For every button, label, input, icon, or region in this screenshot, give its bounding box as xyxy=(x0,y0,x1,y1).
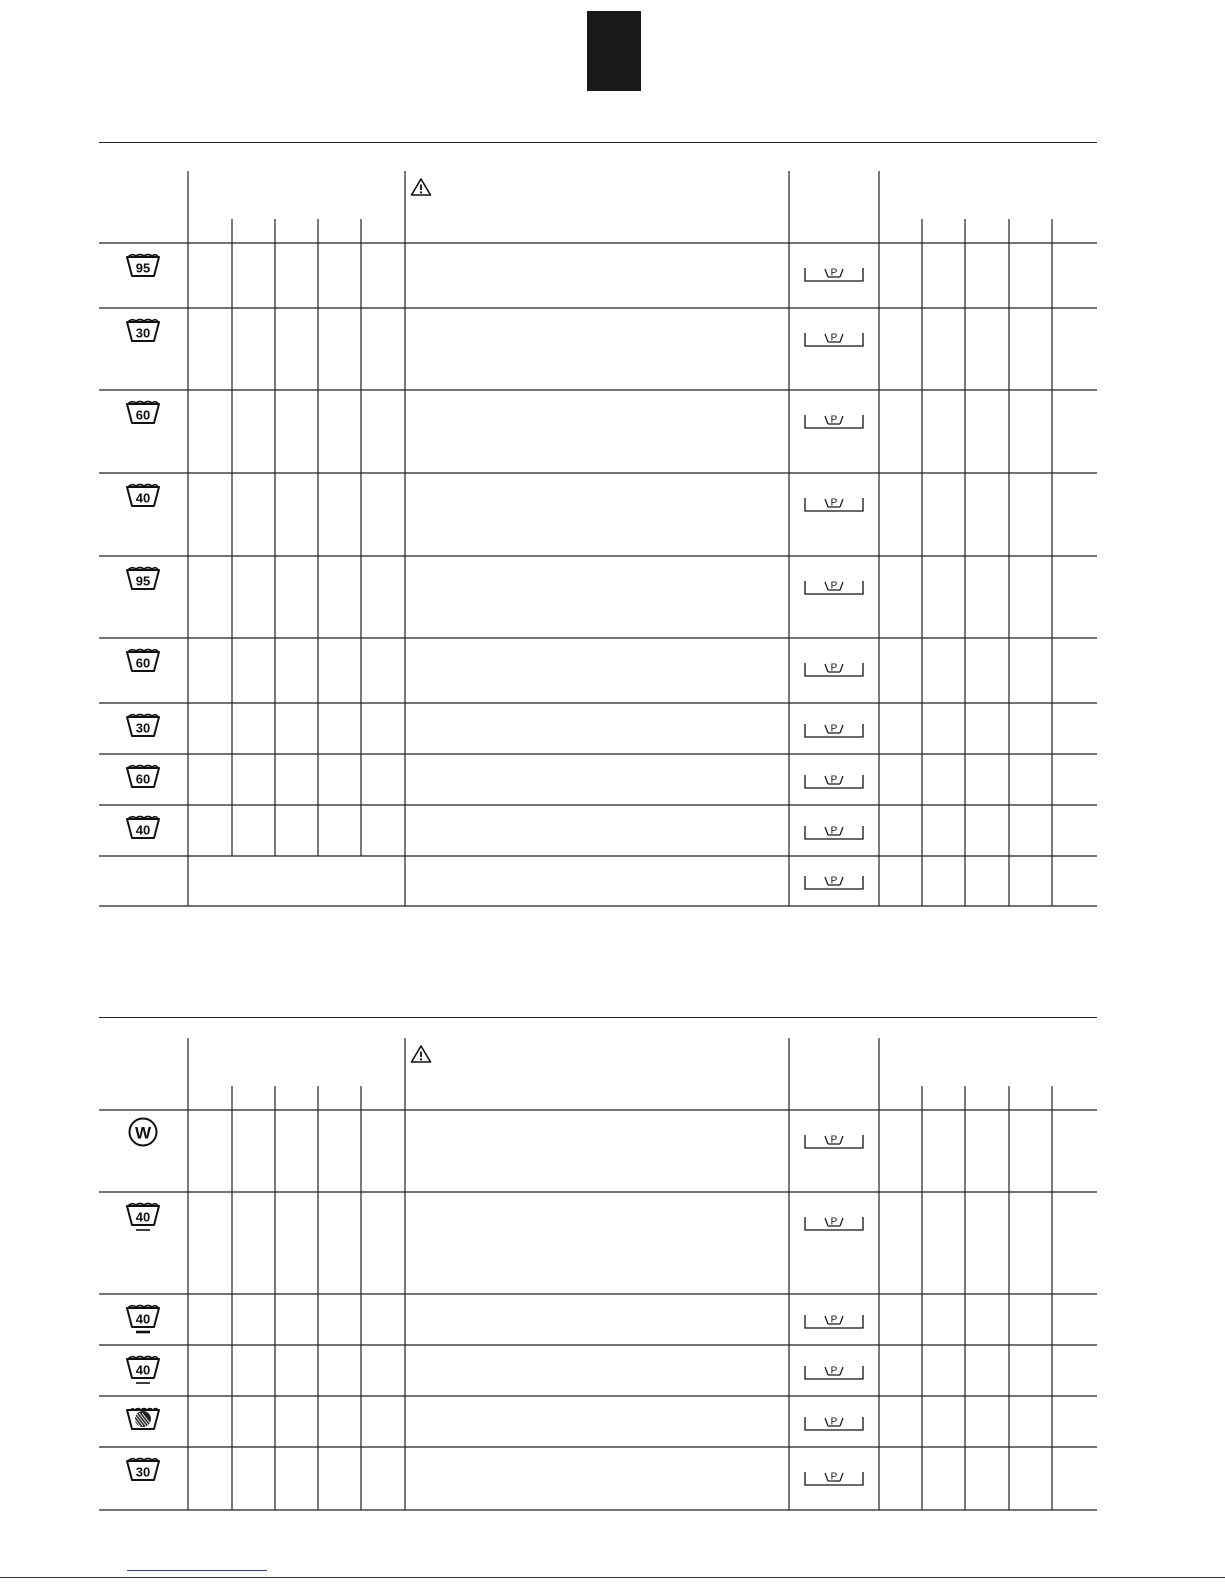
detergent-drawer-icon xyxy=(804,662,864,678)
temperature-label: 95 xyxy=(135,260,151,276)
dispenser-label: P xyxy=(830,1216,838,1228)
temperature-label: 40 xyxy=(135,1209,151,1225)
wool-mark-icon xyxy=(123,1404,163,1438)
detergent-drawer-icon xyxy=(804,825,864,841)
detergent-drawer-icon xyxy=(804,875,864,891)
dispenser-label: P xyxy=(830,267,838,279)
wash-tub-icon xyxy=(123,251,163,285)
warning-triangle-icon xyxy=(410,177,432,197)
wash-tub-icon xyxy=(123,646,163,680)
temperature-label: 30 xyxy=(135,1464,151,1480)
dispenser-label: P xyxy=(830,497,838,509)
temperature-label: 60 xyxy=(135,655,151,671)
detergent-drawer-icon xyxy=(804,414,864,430)
dispenser-label: P xyxy=(830,875,838,887)
dispenser-label: P xyxy=(830,1416,838,1428)
temperature-label: 40 xyxy=(135,490,151,506)
dispenser-label: P xyxy=(830,774,838,786)
dispenser-label: P xyxy=(830,1134,838,1146)
detergent-drawer-icon xyxy=(804,1365,864,1381)
wash-tub-icon xyxy=(123,316,163,350)
dispenser-label: P xyxy=(830,1314,838,1326)
temperature-label: 40 xyxy=(135,1311,151,1327)
dispenser-label: P xyxy=(830,825,838,837)
temperature-label: 30 xyxy=(135,720,151,736)
wash-tub-icon xyxy=(123,1455,163,1489)
temperature-label: 95 xyxy=(135,573,151,589)
dispenser-label: P xyxy=(830,723,838,735)
temperature-label: 40 xyxy=(135,1362,151,1378)
dispenser-label: P xyxy=(830,332,838,344)
dispenser-label: P xyxy=(830,1471,838,1483)
wash-tub-icon xyxy=(123,762,163,796)
wash-tub-icon xyxy=(123,564,163,598)
wash-tub-icon xyxy=(123,711,163,745)
dispenser-label: P xyxy=(830,1365,838,1377)
wet-clean-icon xyxy=(123,1118,163,1152)
detergent-drawer-icon xyxy=(804,497,864,513)
temperature-label: 30 xyxy=(135,325,151,341)
detergent-drawer-icon xyxy=(804,267,864,283)
dispenser-label: P xyxy=(830,662,838,674)
temperature-label: 60 xyxy=(135,407,151,423)
detergent-drawer-icon xyxy=(804,1314,864,1330)
wash-tub-icon xyxy=(123,398,163,432)
wash-tub-icon xyxy=(123,813,163,847)
wash-tub-icon xyxy=(123,1200,163,1234)
detergent-drawer-icon xyxy=(804,1216,864,1232)
dispenser-label: P xyxy=(830,414,838,426)
temperature-label: 60 xyxy=(135,771,151,787)
detergent-drawer-icon xyxy=(804,723,864,739)
wash-tub-icon xyxy=(123,481,163,515)
detergent-drawer-icon xyxy=(804,580,864,596)
detergent-drawer-icon xyxy=(804,1416,864,1432)
temperature-label: 40 xyxy=(135,822,151,838)
svg-text:W: W xyxy=(134,1123,152,1143)
detergent-drawer-icon xyxy=(804,332,864,348)
detergent-drawer-icon xyxy=(804,1471,864,1487)
detergent-drawer-icon xyxy=(804,1134,864,1150)
detergent-drawer-icon xyxy=(804,774,864,790)
warning-triangle-icon xyxy=(410,1044,432,1064)
wash-tub-icon xyxy=(123,1302,163,1336)
wash-tub-icon xyxy=(123,1353,163,1387)
dispenser-label: P xyxy=(830,580,838,592)
